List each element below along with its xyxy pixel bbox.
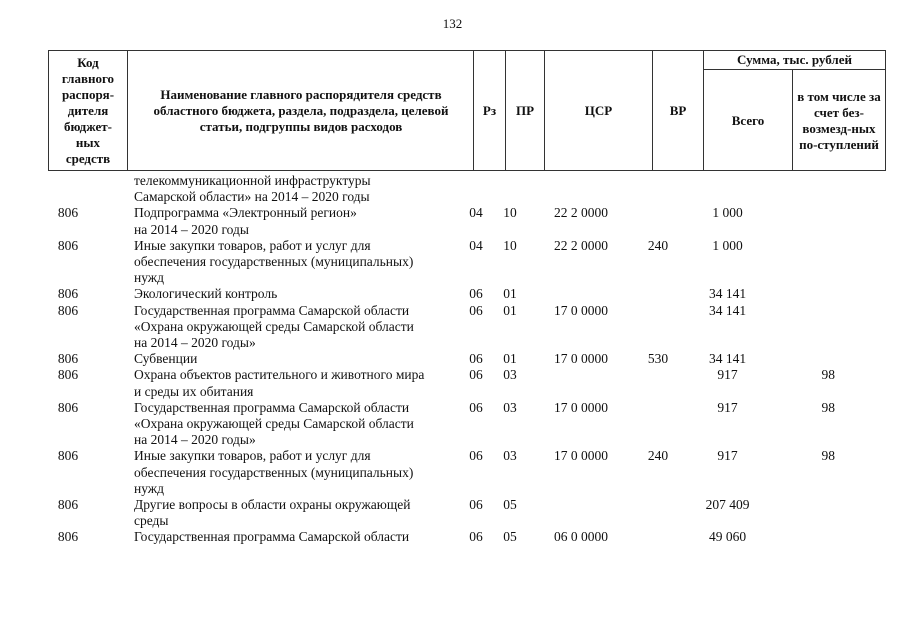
header-code: Код главного распоря-дителя бюджет-ных средств bbox=[61, 55, 115, 166]
row-csr bbox=[526, 497, 636, 529]
row-free bbox=[775, 303, 847, 352]
table-row bbox=[0, 448, 905, 497]
table-row bbox=[0, 205, 905, 237]
row-code: 806 bbox=[57, 367, 79, 383]
header-bottom-rule bbox=[48, 170, 886, 171]
table-row bbox=[0, 238, 905, 287]
row-name bbox=[116, 173, 458, 205]
row-total: 207 409 bbox=[705, 497, 750, 513]
row-name-line: на 2014 – 2020 годы» bbox=[134, 335, 256, 351]
row-name-line: Субвенции bbox=[134, 351, 198, 367]
row-name bbox=[116, 400, 458, 449]
header-rule-v8 bbox=[885, 50, 886, 171]
header-rule-v0 bbox=[48, 50, 49, 171]
row-total: 49 060 bbox=[708, 529, 747, 545]
row-rz: 06 bbox=[469, 399, 483, 415]
row-name-line: на 2014 – 2020 годы» bbox=[134, 432, 256, 448]
row-name bbox=[116, 497, 458, 529]
row-code: 806 bbox=[57, 286, 79, 302]
header-csr: ЦСР bbox=[584, 103, 613, 118]
header-vr: ВР bbox=[669, 103, 687, 118]
row-name bbox=[116, 286, 458, 302]
header-rule-v1 bbox=[127, 50, 128, 171]
row-name bbox=[116, 205, 458, 237]
row-rz: 06 bbox=[469, 302, 483, 318]
row-rz: 06 bbox=[469, 448, 483, 464]
row-pr: 03 bbox=[503, 367, 517, 383]
row-total: 1 000 bbox=[712, 237, 743, 253]
header-name: Наименование главного распорядителя средств областного бюджета, раздела, подраздела, целевой статьи, подгруппы видов расходов bbox=[153, 87, 449, 134]
row-code: 806 bbox=[57, 302, 79, 318]
header-rule-v7 bbox=[792, 69, 793, 171]
row-pr: 05 bbox=[503, 529, 517, 545]
row-csr bbox=[526, 173, 636, 205]
row-code: 806 bbox=[57, 351, 79, 367]
row-rz: 06 bbox=[469, 351, 483, 367]
row-name-line: Самарской области» на 2014 – 2020 годы bbox=[134, 189, 370, 205]
row-free bbox=[775, 497, 847, 529]
row-pr: 01 bbox=[503, 286, 517, 302]
row-name-line: Подпрограмма «Электронный регион» bbox=[134, 205, 357, 221]
row-total: 917 bbox=[717, 448, 738, 464]
row-name-line: на 2014 – 2020 годы bbox=[134, 221, 249, 237]
row-name-line: телекоммуникационной инфраструктуры bbox=[134, 173, 371, 188]
row-name-line: нужд bbox=[134, 270, 164, 286]
row-total: 917 bbox=[717, 367, 738, 383]
row-total: 34 141 bbox=[708, 286, 747, 302]
row-name bbox=[116, 529, 458, 545]
row-vr bbox=[636, 173, 680, 205]
row-free bbox=[775, 238, 847, 287]
row-free: 98 bbox=[821, 448, 835, 464]
row-rz: 06 bbox=[469, 286, 483, 302]
row-name-line: Иные закупки товаров, работ и услуг для bbox=[134, 448, 371, 464]
row-vr: 240 bbox=[647, 237, 669, 253]
row-pr: 03 bbox=[503, 448, 517, 464]
table-row bbox=[0, 529, 905, 545]
table-header bbox=[48, 50, 886, 171]
row-pr bbox=[494, 173, 526, 205]
row-pr: 01 bbox=[503, 351, 517, 367]
header-sum: Сумма, тыс. рублей bbox=[737, 52, 852, 67]
row-csr bbox=[526, 367, 636, 399]
row-pr: 05 bbox=[503, 497, 517, 513]
row-name-line: нужд bbox=[134, 480, 164, 496]
row-name bbox=[116, 367, 458, 399]
row-vr bbox=[636, 529, 680, 545]
row-code: 806 bbox=[57, 448, 79, 464]
table-row bbox=[0, 367, 905, 399]
page-number: 132 bbox=[442, 16, 463, 31]
row-vr bbox=[636, 367, 680, 399]
row-csr: 17 0 0000 bbox=[554, 302, 608, 318]
row-name-line: Государственная программа Самарской области bbox=[134, 399, 410, 415]
row-vr: 240 bbox=[647, 448, 669, 464]
row-code: 806 bbox=[57, 237, 79, 253]
row-vr bbox=[636, 497, 680, 529]
row-total bbox=[680, 173, 775, 205]
table-row bbox=[0, 497, 905, 529]
row-pr: 01 bbox=[503, 302, 517, 318]
row-name-line: среды bbox=[134, 513, 169, 529]
row-total: 34 141 bbox=[708, 302, 747, 318]
row-csr: 17 0 0000 bbox=[554, 448, 608, 464]
table-row bbox=[0, 303, 905, 352]
row-free: 98 bbox=[821, 399, 835, 415]
row-name-line: Иные закупки товаров, работ и услуг для bbox=[134, 237, 371, 253]
row-pr: 10 bbox=[503, 237, 517, 253]
row-rz: 06 bbox=[469, 529, 483, 545]
row-name-line: обеспечения государственных (муниципальных) bbox=[134, 254, 414, 270]
row-name-line: «Охрана окружающей среды Самарской области bbox=[134, 416, 414, 432]
row-csr: 06 0 0000 bbox=[554, 529, 608, 545]
row-name-line: Охрана объектов растительного и животного мира bbox=[134, 367, 425, 383]
row-vr bbox=[636, 286, 680, 302]
row-free bbox=[775, 173, 847, 205]
row-csr: 22 2 0000 bbox=[554, 237, 608, 253]
table-row bbox=[0, 400, 905, 449]
row-name-line: Государственная программа Самарской области bbox=[134, 302, 410, 318]
row-csr bbox=[526, 286, 636, 302]
row-csr: 17 0 0000 bbox=[554, 351, 608, 367]
row-code: 806 bbox=[57, 399, 79, 415]
row-pr: 03 bbox=[503, 399, 517, 415]
row-csr: 17 0 0000 bbox=[554, 399, 608, 415]
row-name-line: обеспечения государственных (муниципальных) bbox=[134, 464, 414, 480]
row-code: 806 bbox=[57, 497, 79, 513]
row-name-line: и среды их обитания bbox=[134, 383, 254, 399]
table-row bbox=[0, 173, 905, 205]
row-free bbox=[775, 205, 847, 237]
row-name bbox=[116, 303, 458, 352]
row-name bbox=[116, 238, 458, 287]
row-csr: 22 2 0000 bbox=[554, 205, 608, 221]
row-vr bbox=[636, 205, 680, 237]
row-total: 1 000 bbox=[712, 205, 743, 221]
row-vr: 530 bbox=[647, 351, 669, 367]
row-name-line: Другие вопросы в области охраны окружающей bbox=[134, 497, 411, 513]
row-name-line: Государственная программа Самарской области bbox=[134, 529, 410, 545]
row-code: 806 bbox=[57, 529, 79, 545]
header-free: в том числе за счет без-возмезд-ных по-ступлений bbox=[797, 88, 881, 152]
row-free bbox=[775, 286, 847, 302]
table-body bbox=[0, 173, 905, 546]
row-total: 34 141 bbox=[708, 351, 747, 367]
row-name-line: «Охрана окружающей среды Самарской области bbox=[134, 318, 414, 334]
row-rz: 06 bbox=[469, 497, 483, 513]
row-rz: 06 bbox=[469, 367, 483, 383]
row-free: 98 bbox=[821, 367, 835, 383]
row-name bbox=[116, 448, 458, 497]
row-total: 917 bbox=[717, 399, 738, 415]
row-pr: 10 bbox=[503, 205, 517, 221]
header-rz: Рз bbox=[482, 103, 497, 118]
header-total: Всего bbox=[731, 112, 765, 128]
sum-divider-rule bbox=[703, 69, 886, 70]
row-rz bbox=[458, 173, 494, 205]
row-name-line: Экологический контроль bbox=[134, 286, 278, 302]
row-rz: 04 bbox=[469, 237, 483, 253]
row-name bbox=[116, 351, 458, 367]
row-code: 806 bbox=[57, 205, 79, 221]
row-rz: 04 bbox=[469, 205, 483, 221]
row-vr bbox=[636, 303, 680, 352]
row-vr bbox=[636, 400, 680, 449]
row-free bbox=[775, 529, 847, 545]
row-code bbox=[0, 173, 116, 205]
table-row bbox=[0, 351, 905, 367]
header-pr: ПР bbox=[515, 103, 535, 118]
table-row bbox=[0, 286, 905, 302]
row-free bbox=[775, 351, 847, 367]
